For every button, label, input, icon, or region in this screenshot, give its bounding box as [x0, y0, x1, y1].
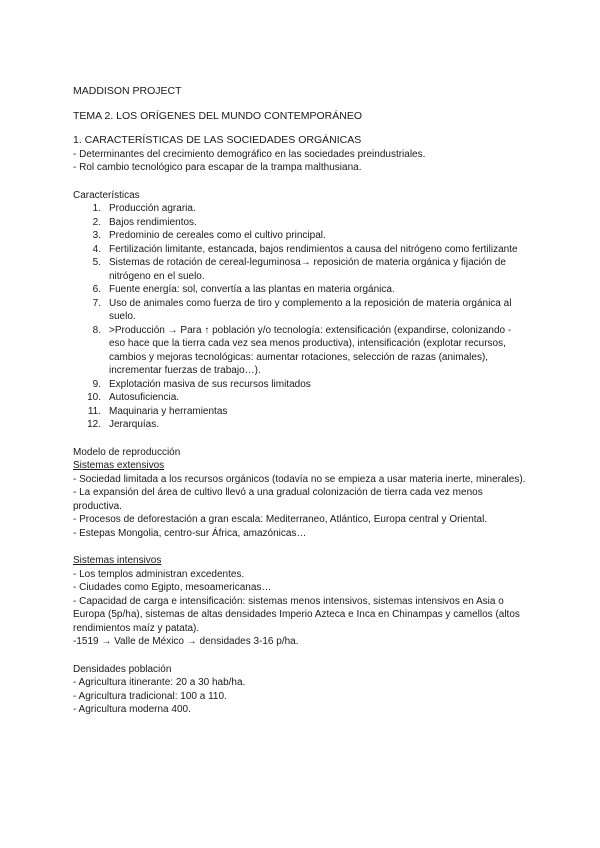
list-item-number: 9. — [92, 378, 101, 390]
intensivos-bullet: - Los templos administran excedentes. — [73, 568, 245, 580]
section-1-bullet: - Determinantes del crecimiento demográfico en las sociedades preindustriales. — [73, 148, 426, 160]
densidades-bullet: - Agricultura moderna 400. — [73, 704, 191, 715]
list-item-number: 3. — [92, 230, 101, 241]
list-item-text: Producción agraria. — [109, 203, 196, 214]
project-title: MADDISON PROJECT — [73, 85, 182, 97]
densidades-bullet: - Agricultura itinerante: 20 a 30 hab/ha. — [73, 677, 246, 688]
modelo-heading: Modelo de reproducción — [73, 446, 181, 458]
caracteristicas-section — [73, 189, 528, 432]
list-item-text: Uso de animales como fuerza de tiro y complemento a la reposición de materia orgánica al suelo. — [109, 297, 512, 322]
list-item-text: >Producción → Para ↑ población y/o tecnología: extensificación (expandirse, colonizando - eso hace que la tierra cada vez sea menos productiva), intensificación (explotar recursos, cambios y mejoras tecnológicas: aumentar rotaciones, selección de razas (animales), incrementar fuerzas de trabajo…). — [109, 324, 512, 376]
list-item-text: Explotación masiva de sus recursos limitados — [109, 378, 311, 390]
list-item-text: Bajos rendimientos. — [109, 216, 197, 228]
list-item-number: 7. — [92, 297, 101, 309]
list-item-number: 10. — [87, 392, 101, 403]
list-item-number: 12. — [87, 419, 101, 430]
section-1 — [73, 134, 528, 175]
list-item-text: Sistemas de rotación de cereal-leguminosa→ reposición de materia orgánica y fijación de nitrógeno en el suelo. — [109, 257, 506, 282]
list-item-number: 6. — [92, 284, 101, 295]
caracteristicas-heading: Características — [73, 189, 140, 201]
list-item-text: Predominio de cereales como el cultivo principal. — [109, 230, 326, 241]
list-item-number: 5. — [92, 257, 101, 268]
list-item-text: Maquinaria y herramientas — [109, 405, 228, 417]
section-1-bullet: - Rol cambio tecnológico para escapar de la trampa malthusiana. — [73, 162, 362, 173]
list-item-number: 4. — [92, 243, 101, 255]
list-item-number: 11. — [87, 405, 101, 417]
list-item-text: Fuente energía: sol, convertía a las plantas en materia orgánica. — [109, 284, 395, 295]
list-item — [73, 256, 528, 283]
extensivos-heading: Sistemas extensivos — [73, 460, 165, 471]
list-item-number: 1. — [92, 203, 101, 214]
list-item — [73, 216, 528, 230]
list-item — [73, 243, 528, 257]
list-item-text: Fertilización limitante, estancada, bajos rendimientos a causa del nitrógeno como fertilizante — [109, 243, 518, 255]
list-item — [73, 405, 528, 419]
densidades-section — [73, 663, 528, 717]
list-item — [73, 378, 528, 392]
extensivos-bullet: - Sociedad limitada a los recursos orgánicos (todavía no se empieza a usar materia inerte, minerales). — [73, 473, 526, 485]
extensivos-bullet: - La expansión del área de cultivo llevó a una gradual colonización de tierra cada vez menos productiva. — [73, 487, 483, 512]
intensivos-bullet: - Ciudades como Egipto, mesoamericanas… — [73, 582, 272, 593]
extensivos-bullet: - Procesos de deforestación a gran escala: Mediterraneo, Atlántico, Europa central y Oriental. — [73, 514, 488, 525]
list-item — [73, 324, 528, 378]
list-item — [73, 297, 528, 324]
intensivos-heading: Sistemas intensivos — [73, 555, 162, 566]
list-item-number: 8. — [92, 324, 101, 336]
caracteristicas-list — [73, 202, 528, 432]
list-item — [73, 418, 528, 432]
intensivos-section — [73, 554, 528, 649]
list-item — [73, 202, 528, 216]
section-1-heading: 1. CARACTERÍSTICAS DE LAS SOCIEDADES ORGÁNICAS — [73, 134, 362, 146]
list-item — [73, 229, 528, 243]
list-item — [73, 391, 528, 405]
densidades-heading: Densidades población — [73, 663, 172, 675]
extensivos-bullet: - Estepas Mongolia, centro-sur África, amazónicas… — [73, 527, 307, 539]
densidades-bullet: - Agricultura tradicional: 100 a 110. — [73, 690, 227, 702]
intensivos-bullet: - Capacidad de carga e intensificación: sistemas menos intensivos, sistemas intensivos en Asia o Europa (5p/ha), sistemas de altas densidades Imperio Azteca e Inca en Chinampas y camellos (altos rendimientos maíz y patata). — [73, 595, 520, 634]
topic-title: TEMA 2. LOS ORÍGENES DEL MUNDO CONTEMPORÁNEO — [73, 109, 362, 122]
list-item-text: Jerarquías. — [109, 419, 160, 430]
list-item-number: 2. — [92, 216, 101, 228]
intensivos-bullet: -1519 → Valle de México → densidades 3-16 p/ha. — [73, 636, 299, 647]
document-page — [73, 85, 528, 717]
list-item-text: Autosuficiencia. — [109, 392, 180, 403]
list-item — [73, 283, 528, 297]
modelo-section — [73, 446, 528, 541]
